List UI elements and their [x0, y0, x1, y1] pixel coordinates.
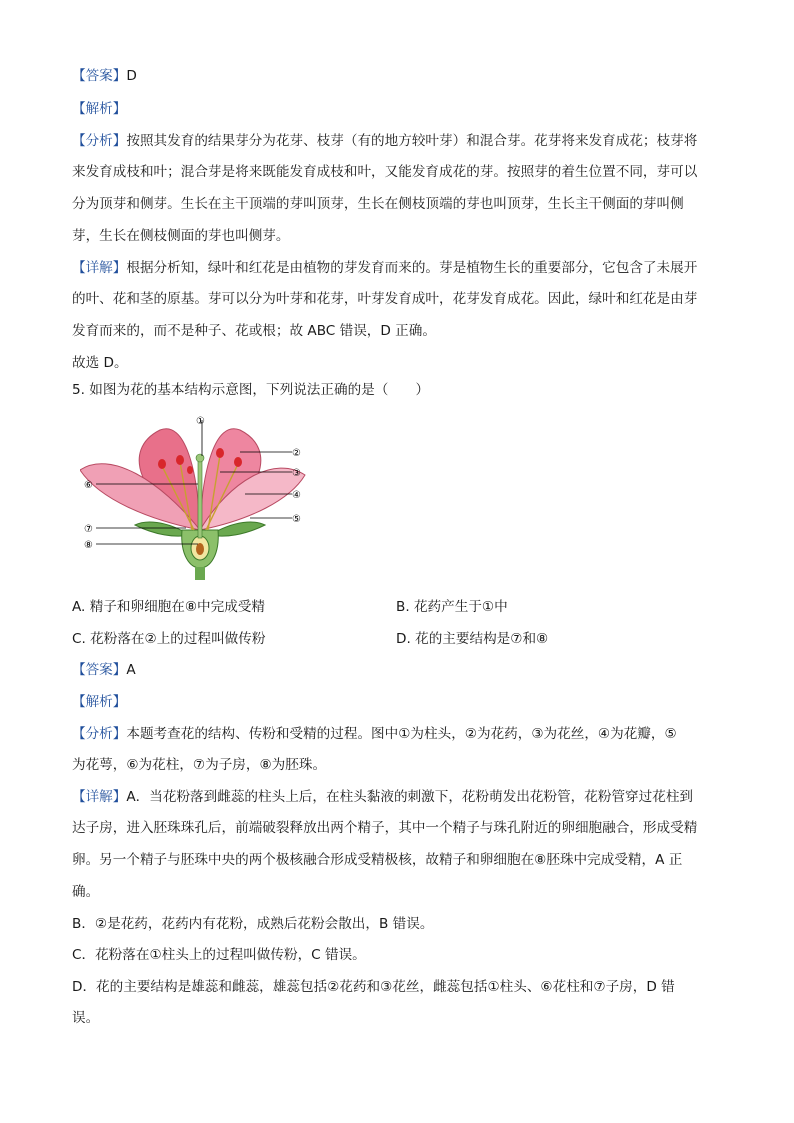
fenxi-line: 为花萼，⑥为花柱，⑦为子房，⑧为胚珠。: [72, 757, 327, 773]
xiangjie-line: 达子房，进入胚珠珠孔后，前端破裂释放出两个精子，其中一个精子与珠孔附近的卵细胞融合，形成受精: [72, 820, 698, 836]
xiangjie-line: 发育而来的，而不是种子、花或根；故 ABC 错误，D 正确。: [72, 323, 436, 339]
xiangjie-line: 的叶、花和茎的原基。芽可以分为叶芽和花芽，叶芽发育成叶，花芽发育成花。因此，绿叶和红花是由芽: [72, 291, 698, 307]
answer-tag: 【答案】: [72, 68, 127, 84]
label-3: ③: [292, 468, 301, 479]
detail-d: 误。: [72, 1010, 100, 1026]
fenxi-text: 本题考查花的结构、传粉和受精的过程。图中①为柱头，②为花药，③为花丝，④为花瓣，⑤: [126, 726, 677, 742]
option-d: D. 花的主要结构是⑦和⑧: [396, 631, 549, 647]
detail-b: B．②是花药，花药内有花粉，成熟后花粉会散出，B 错误。: [72, 916, 434, 932]
fenxi-line: [72, 131, 732, 151]
fenxi-text: 按照其发育的结果芽分为花芽、枝芽（有的地方较叶芽）和混合芽。花芽将来发育成花；枝芽将: [126, 133, 698, 149]
answer-tag: 【答案】: [72, 662, 127, 678]
fenxi-line: [72, 724, 732, 744]
fenxi-tag: 【分析】: [72, 133, 127, 149]
label-5: ⑤: [292, 514, 301, 525]
xiangjie-tag: 【详解】: [72, 260, 127, 276]
analysis-heading: 【解析】: [72, 101, 127, 117]
answer-value: A: [126, 662, 136, 678]
option-c: C. 花粉落在②上的过程叫做传粉: [72, 631, 266, 647]
flower-structure-diagram: [80, 410, 310, 580]
fenxi-line: 芽，生长在侧枝侧面的芽也叫侧芽。: [72, 228, 290, 244]
label-6: ⑥: [84, 480, 93, 491]
label-1: ①: [196, 416, 205, 427]
xiangjie-line: 确。: [72, 884, 100, 900]
label-2: ②: [292, 448, 301, 459]
answer-line-2: [72, 660, 732, 680]
detail-d: D．花的主要结构是雄蕊和雌蕊，雄蕊包括②花药和③花丝，雌蕊包括①柱头、⑥花柱和⑦子房，D 错: [72, 979, 675, 995]
answer-value: D: [126, 68, 137, 84]
fenxi-line: 来发育成枝和叶；混合芽是将来既能发育成枝和叶，又能发育成花的芽。按照芽的着生位置不同，芽可以: [72, 164, 698, 180]
option-b: B. 花药产生于①中: [396, 599, 508, 615]
label-4: ④: [292, 490, 301, 501]
xiangjie-text: 根据分析知，绿叶和红花是由植物的芽发育而来的。芽是植物生长的重要部分，它包含了未展开: [126, 260, 698, 276]
xiangjie-line: [72, 787, 732, 807]
label-8: ⑧: [84, 540, 93, 551]
question-stem: 5. 如图为花的基本结构示意图，下列说法正确的是（ ）: [72, 382, 430, 398]
xiangjie-text: A．当花粉落到雌蕊的柱头上后，在柱头黏液的刺激下，花粉萌发出花粉管，花粉管穿过花柱到: [126, 789, 694, 805]
option-a: A. 精子和卵细胞在⑧中完成受精: [72, 599, 266, 615]
fenxi-tag: 【分析】: [72, 726, 127, 742]
answer-line-1: [72, 66, 732, 86]
xiangjie-tag: 【详解】: [72, 789, 127, 805]
xiangjie-line: [72, 258, 732, 278]
label-7: ⑦: [84, 524, 93, 535]
detail-c: C．花粉落在①柱头上的过程叫做传粉，C 错误。: [72, 947, 366, 963]
conclusion: 故选 D。: [72, 355, 128, 371]
xiangjie-line: 卵。另一个精子与胚珠中央的两个极核融合形成受精极核，故精子和卵细胞在⑧胚珠中完成受精，A 正: [72, 852, 683, 868]
fenxi-line: 分为顶芽和侧芽。生长在主干顶端的芽叫顶芽，生长在侧枝顶端的芽也叫顶芽，生长主干侧面的芽叫侧: [72, 196, 684, 212]
analysis-heading: 【解析】: [72, 694, 127, 710]
